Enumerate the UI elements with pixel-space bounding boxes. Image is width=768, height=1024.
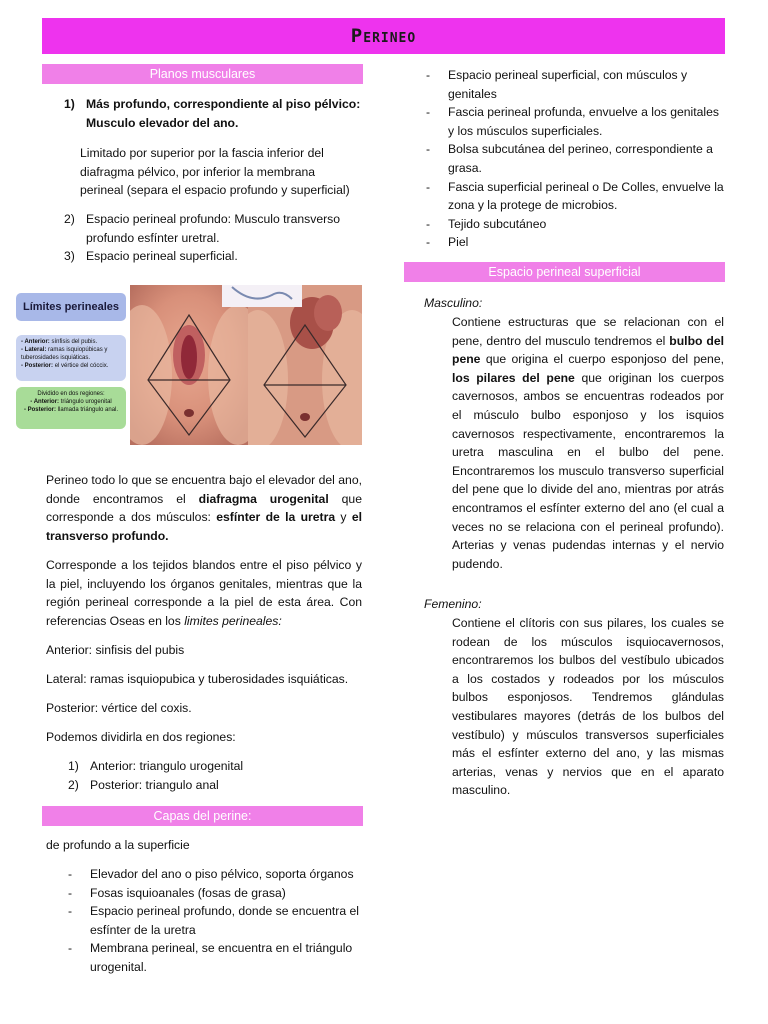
capas-item: - Membrana perineal, se encuentra en el triángulo urogenital.: [68, 941, 353, 974]
regions-intro: Podemos dividirla en dos regiones:: [46, 730, 236, 744]
planos-list: [42, 95, 364, 132]
section-espacio-superficial: Espacio perineal superficial: [404, 262, 725, 282]
planos-item-3: 3) Espacio perineal superficial.: [64, 249, 238, 264]
capas-item: - Bolsa subcutánea del perineo, correspondiente a grasa.: [426, 142, 713, 175]
capas-item: - Fosas isquioanales (fosas de grasa): [68, 885, 286, 900]
region-item-1: 1) Anterior: triangulo urogenital: [68, 759, 244, 773]
planos-item-2: 2) Espacio perineal profundo: Musculo transverso profundo esfínter uretral.: [64, 212, 341, 245]
masculino-label: Masculino:: [424, 296, 483, 310]
limits-title-box: Límites perineales: [16, 293, 126, 321]
limit-anterior: Anterior: sinfisis del pubis: [46, 643, 185, 657]
region-item-2: 2) Posterior: triangulo anal: [68, 777, 219, 792]
section-capas: Capas del perine:: [42, 806, 363, 826]
capas-item: - Espacio perineal superficial, con músculos y genitales: [426, 68, 688, 101]
perineo-paragraph-1: Perineo todo lo que se encuentra bajo el elevador del ano, donde encontramos el diafragma urogenital que corresponde a dos músculos: esfínter de la uretra y el transverso profundo.: [46, 473, 362, 543]
capas-item: - Elevador del ano o piso pélvico, soporta órganos: [68, 867, 354, 881]
page-title: Perineo: [350, 25, 417, 47]
femenino-text: Contiene el clítoris con sus pilares, los cuales se rodean de los músculos isquiocavernosos, encontraremos los bulbos del vestíbulo ubicados a los costados y rodeados por los músculos bulbos esponjosos. Tendremos glándulas vestibulares mayores (detrás de los bulbos del vestíbulo) y músculos transversos superficiales más el esfínter externo del ano, y las mismas arterias, venas y nervios que en el aparato masculino.: [452, 616, 724, 798]
section-planos-musculares: Planos musculares: [42, 64, 363, 84]
perineo-paragraph-2: Corresponde a los tejidos blandos entre el piso pélvico y la piel, incluyendo los órganos genitales, mientras que la región perineal corresponde a la piel de esta área. Con referencias Oseas en los limites perineales:: [46, 558, 362, 628]
inset-diagram: [222, 285, 302, 307]
regions-box: Dividido en dos regiones: - Anterior: triángulo urogenital - Posterior: llamada triángulo anal.: [16, 387, 126, 429]
capas-item: - Fascia perineal profunda, envuelve a los genitales y los músculos superficiales.: [426, 105, 720, 138]
perineal-limits-figure: [12, 285, 362, 445]
capas-item: - Piel: [426, 235, 469, 250]
planos-item-1-detail: Limitado por superior por la fascia inferior del diafragma pélvico, por inferior la membrana perineal (separa el espacio profundo y superficial): [80, 146, 350, 198]
capas-item: - Espacio perineal profundo, donde se encuentra el esfínter de la uretra: [68, 904, 359, 937]
planos-list-2: [42, 210, 364, 266]
limit-lateral: Lateral: ramas isquiopubica y tuberosidades isquiáticas.: [46, 672, 349, 686]
male-perineum-illustration: [248, 285, 362, 445]
planos-item-1: 1) Más profundo, correspondiente al piso pélvico: Musculo elevador del ano.: [64, 97, 361, 130]
femenino-label: Femenino:: [424, 597, 482, 611]
capas-item: - Tejido subcutáneo: [426, 216, 547, 231]
regions-list: [46, 757, 362, 794]
limit-posterior: Posterior: vértice del coxis.: [46, 701, 192, 715]
capas-item: - Fascia superficial perineal o De Colles, envuelve la zona y la protege de microbios.: [426, 179, 724, 213]
masculino-text: Contiene estructuras que se relacionan con el pene, dentro del musculo tendremos el bulbo del pene que origina el cuerpo esponjoso del pene, los pilares del pene que originan los cuerpos cavernosos, ambos se encuentras rodeados por el músculo bulbo esponjoso y los isquios cavernosos respectivamente, encontraremos la uretra masculina en el bulbo del pene. Encontraremos los musculo transverso superficial del pene que lo divide del ano, mientras por atrás encontramos el esfínter externo del ano (el cual a veces no se relaciona con el perineal profundo). Arterias y venas pudendas internas y el nervio pudendo.: [452, 315, 724, 571]
capas-list-cont: [404, 66, 726, 252]
page-title-bar: [42, 18, 725, 54]
capas-list: [46, 865, 362, 977]
female-perineum-illustration: [130, 285, 248, 445]
capas-intro: de profundo a la superficie: [46, 838, 190, 852]
limits-detail-box: - Anterior: sínfisis del pubis. - Lateral: ramas isquiopúbicas y tuberosidades isquiáticas. - Posterior: el vértice del cóccix.: [16, 335, 126, 381]
